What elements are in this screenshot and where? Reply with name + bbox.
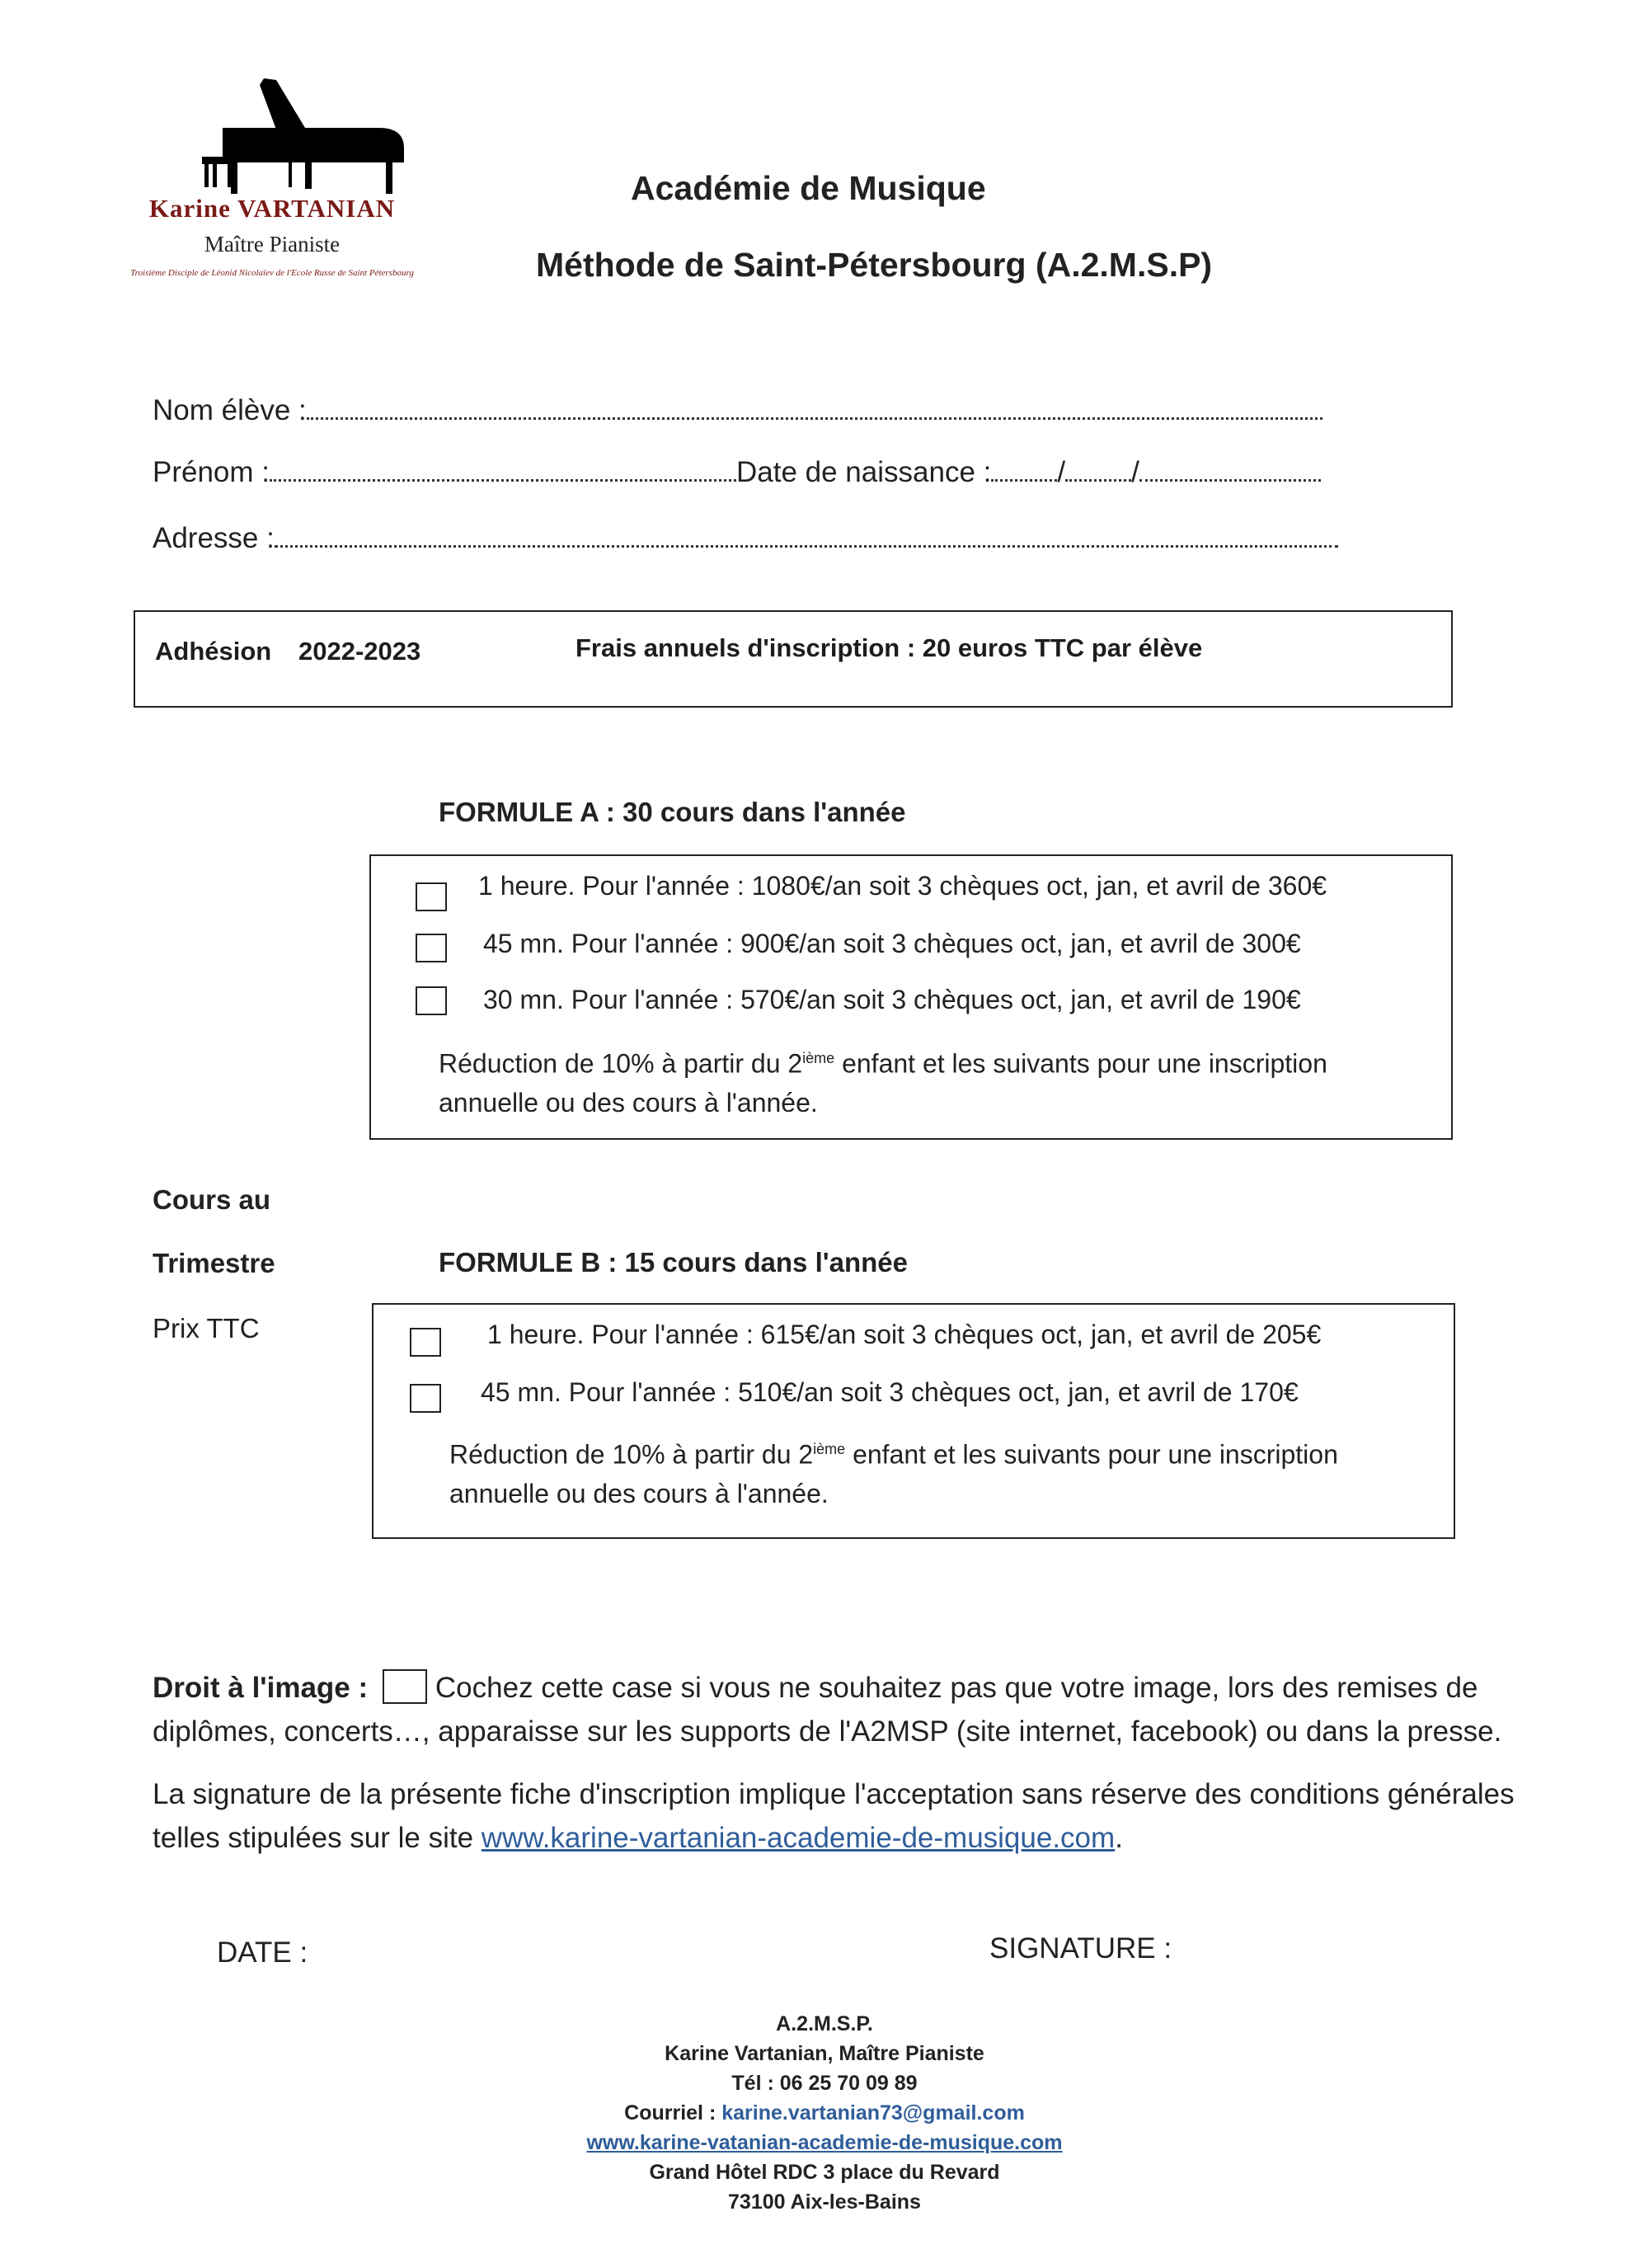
footer-org: A.2.M.S.P. bbox=[776, 2012, 873, 2035]
adresse-label: Adresse : bbox=[153, 522, 275, 554]
reduction-text-end: enfant et les suivants pour une inscription bbox=[845, 1439, 1338, 1470]
formule-a-option-1-checkbox[interactable] bbox=[416, 882, 447, 911]
formule-b-option-2: 45 mn. Pour l'année : 510€/an soit 3 chèques oct, jan, et avril de 170€ bbox=[481, 1377, 1299, 1407]
footer-person: Karine Vartanian, Maître Pianiste bbox=[665, 2042, 984, 2065]
prenom-line[interactable] bbox=[270, 471, 736, 482]
date-naissance-label: Date de naissance : bbox=[736, 456, 992, 488]
footer bbox=[0, 2009, 1649, 2217]
page-title: Académie de Musique bbox=[631, 169, 986, 207]
formule-a-option-1: 1 heure. Pour l'année : 1080€/an soit 3 chèques oct, jan, et avril de 360€ bbox=[478, 871, 1327, 901]
logo bbox=[58, 70, 486, 293]
brand-tagline: Troisième Disciple de Léonid Nicolaïev de l'Ecole Russe de Saint Pétersbourg bbox=[130, 268, 414, 278]
footer-email[interactable]: karine.vartanian73@gmail.com bbox=[721, 2101, 1025, 2124]
footer-address-1: Grand Hôtel RDC 3 place du Revard bbox=[649, 2161, 1000, 2184]
formule-b-option-1: 1 heure. Pour l'année : 615€/an soit 3 chèques oct, jan, et avril de 205€ bbox=[487, 1320, 1322, 1349]
formule-b-option-1-checkbox[interactable] bbox=[410, 1328, 441, 1357]
nom-line[interactable] bbox=[307, 409, 1322, 420]
reduction-text: Réduction de 10% à partir du 2 bbox=[449, 1439, 814, 1470]
formule-b-reduction-note bbox=[449, 1430, 1338, 1513]
reduction-text-line2: annuelle ou des cours à l'année. bbox=[439, 1087, 818, 1118]
droit-image-section bbox=[153, 1666, 1571, 1753]
formule-a-option-3: 30 mn. Pour l'année : 570€/an soit 3 chèques oct, jan, et avril de 190€ bbox=[483, 985, 1301, 1014]
formule-a-title: FORMULE A : 30 cours dans l'année bbox=[439, 797, 906, 827]
formule-b-option-2-checkbox[interactable] bbox=[410, 1384, 441, 1413]
page-subtitle: Méthode de Saint-Pétersbourg (A.2.M.S.P) bbox=[536, 246, 1213, 284]
droit-image-text-1: Cochez cette case si vous ne souhaitez pas que votre image, lors des remises de bbox=[435, 1672, 1478, 1704]
reduction-text-end: enfant et les suivants pour une inscription bbox=[834, 1048, 1327, 1079]
adhesion-fees: Frais annuels d'inscription : 20 euros TTC par élève bbox=[576, 633, 1203, 662]
nom-field[interactable] bbox=[153, 394, 1322, 427]
droit-image-label: Droit à l'image : bbox=[153, 1672, 369, 1704]
conditions-line-2: telles stipulées sur le site bbox=[153, 1822, 482, 1854]
signature-label: SIGNATURE : bbox=[989, 1932, 1172, 1965]
prenom-label: Prénom : bbox=[153, 456, 270, 488]
adresse-field[interactable] bbox=[153, 522, 1338, 555]
grand-piano-icon bbox=[58, 70, 486, 194]
birth-year-line[interactable] bbox=[1139, 471, 1321, 482]
reduction-superscript: ième bbox=[813, 1441, 846, 1457]
footer-address-2: 73100 Aix-les-Bains bbox=[728, 2190, 921, 2214]
footer-tel: Tél : 06 25 70 09 89 bbox=[731, 2072, 918, 2095]
brand-title: Maître Pianiste bbox=[204, 232, 341, 256]
formule-b-title: FORMULE B : 15 cours dans l'année bbox=[439, 1247, 908, 1278]
footer-website-link[interactable]: www.karine-vatanian-academie-de-musique.com bbox=[586, 2131, 1063, 2154]
conditions-line-1: La signature de la présente fiche d'inscription implique l'acceptation sans réserve des conditions générales bbox=[153, 1778, 1515, 1810]
birth-day-line[interactable] bbox=[991, 471, 1057, 482]
cours-au-label: Cours au bbox=[153, 1184, 271, 1215]
formule-a-reduction-note bbox=[439, 1039, 1327, 1122]
adhesion-year: 2022-2023 bbox=[298, 637, 421, 666]
formule-a-option-3-checkbox[interactable] bbox=[416, 986, 447, 1015]
prenom-field[interactable] bbox=[153, 456, 1321, 489]
formule-a-box bbox=[369, 854, 1453, 1140]
footer-email-label: Courriel : bbox=[624, 2101, 722, 2124]
footer-email-line bbox=[0, 2098, 1649, 2128]
adhesion-label: Adhésion bbox=[155, 637, 272, 666]
adhesion-box bbox=[134, 610, 1453, 708]
reduction-superscript: ième bbox=[802, 1050, 835, 1066]
birth-month-line[interactable] bbox=[1065, 471, 1131, 482]
prix-ttc-label: Prix TTC bbox=[153, 1313, 260, 1343]
adresse-line[interactable] bbox=[275, 537, 1338, 548]
website-link[interactable]: www.karine-vartanian-academie-de-musique.com bbox=[481, 1822, 1116, 1854]
droit-image-text-2: diplômes, concerts…, apparaisse sur les supports de l'A2MSP (site internet, facebook) ou dans la presse. bbox=[153, 1715, 1502, 1748]
date-label: DATE : bbox=[217, 1936, 308, 1969]
formule-a-option-2: 45 mn. Pour l'année : 900€/an soit 3 chèques oct, jan, et avril de 300€ bbox=[483, 929, 1301, 958]
trimestre-label: Trimestre bbox=[153, 1248, 275, 1278]
droit-image-checkbox[interactable] bbox=[383, 1669, 427, 1704]
reduction-text-line2: annuelle ou des cours à l'année. bbox=[449, 1478, 829, 1508]
conditions-period: . bbox=[1115, 1822, 1123, 1854]
reduction-text: Réduction de 10% à partir du 2 bbox=[439, 1048, 803, 1079]
conditions-paragraph bbox=[153, 1772, 1604, 1860]
date-slash: / bbox=[1131, 456, 1139, 488]
formule-a-option-2-checkbox[interactable] bbox=[416, 934, 447, 962]
formule-b-box bbox=[372, 1303, 1455, 1539]
date-slash: / bbox=[1057, 456, 1066, 488]
brand-name: Karine VARTANIAN bbox=[148, 194, 396, 223]
nom-label: Nom élève : bbox=[153, 394, 307, 426]
